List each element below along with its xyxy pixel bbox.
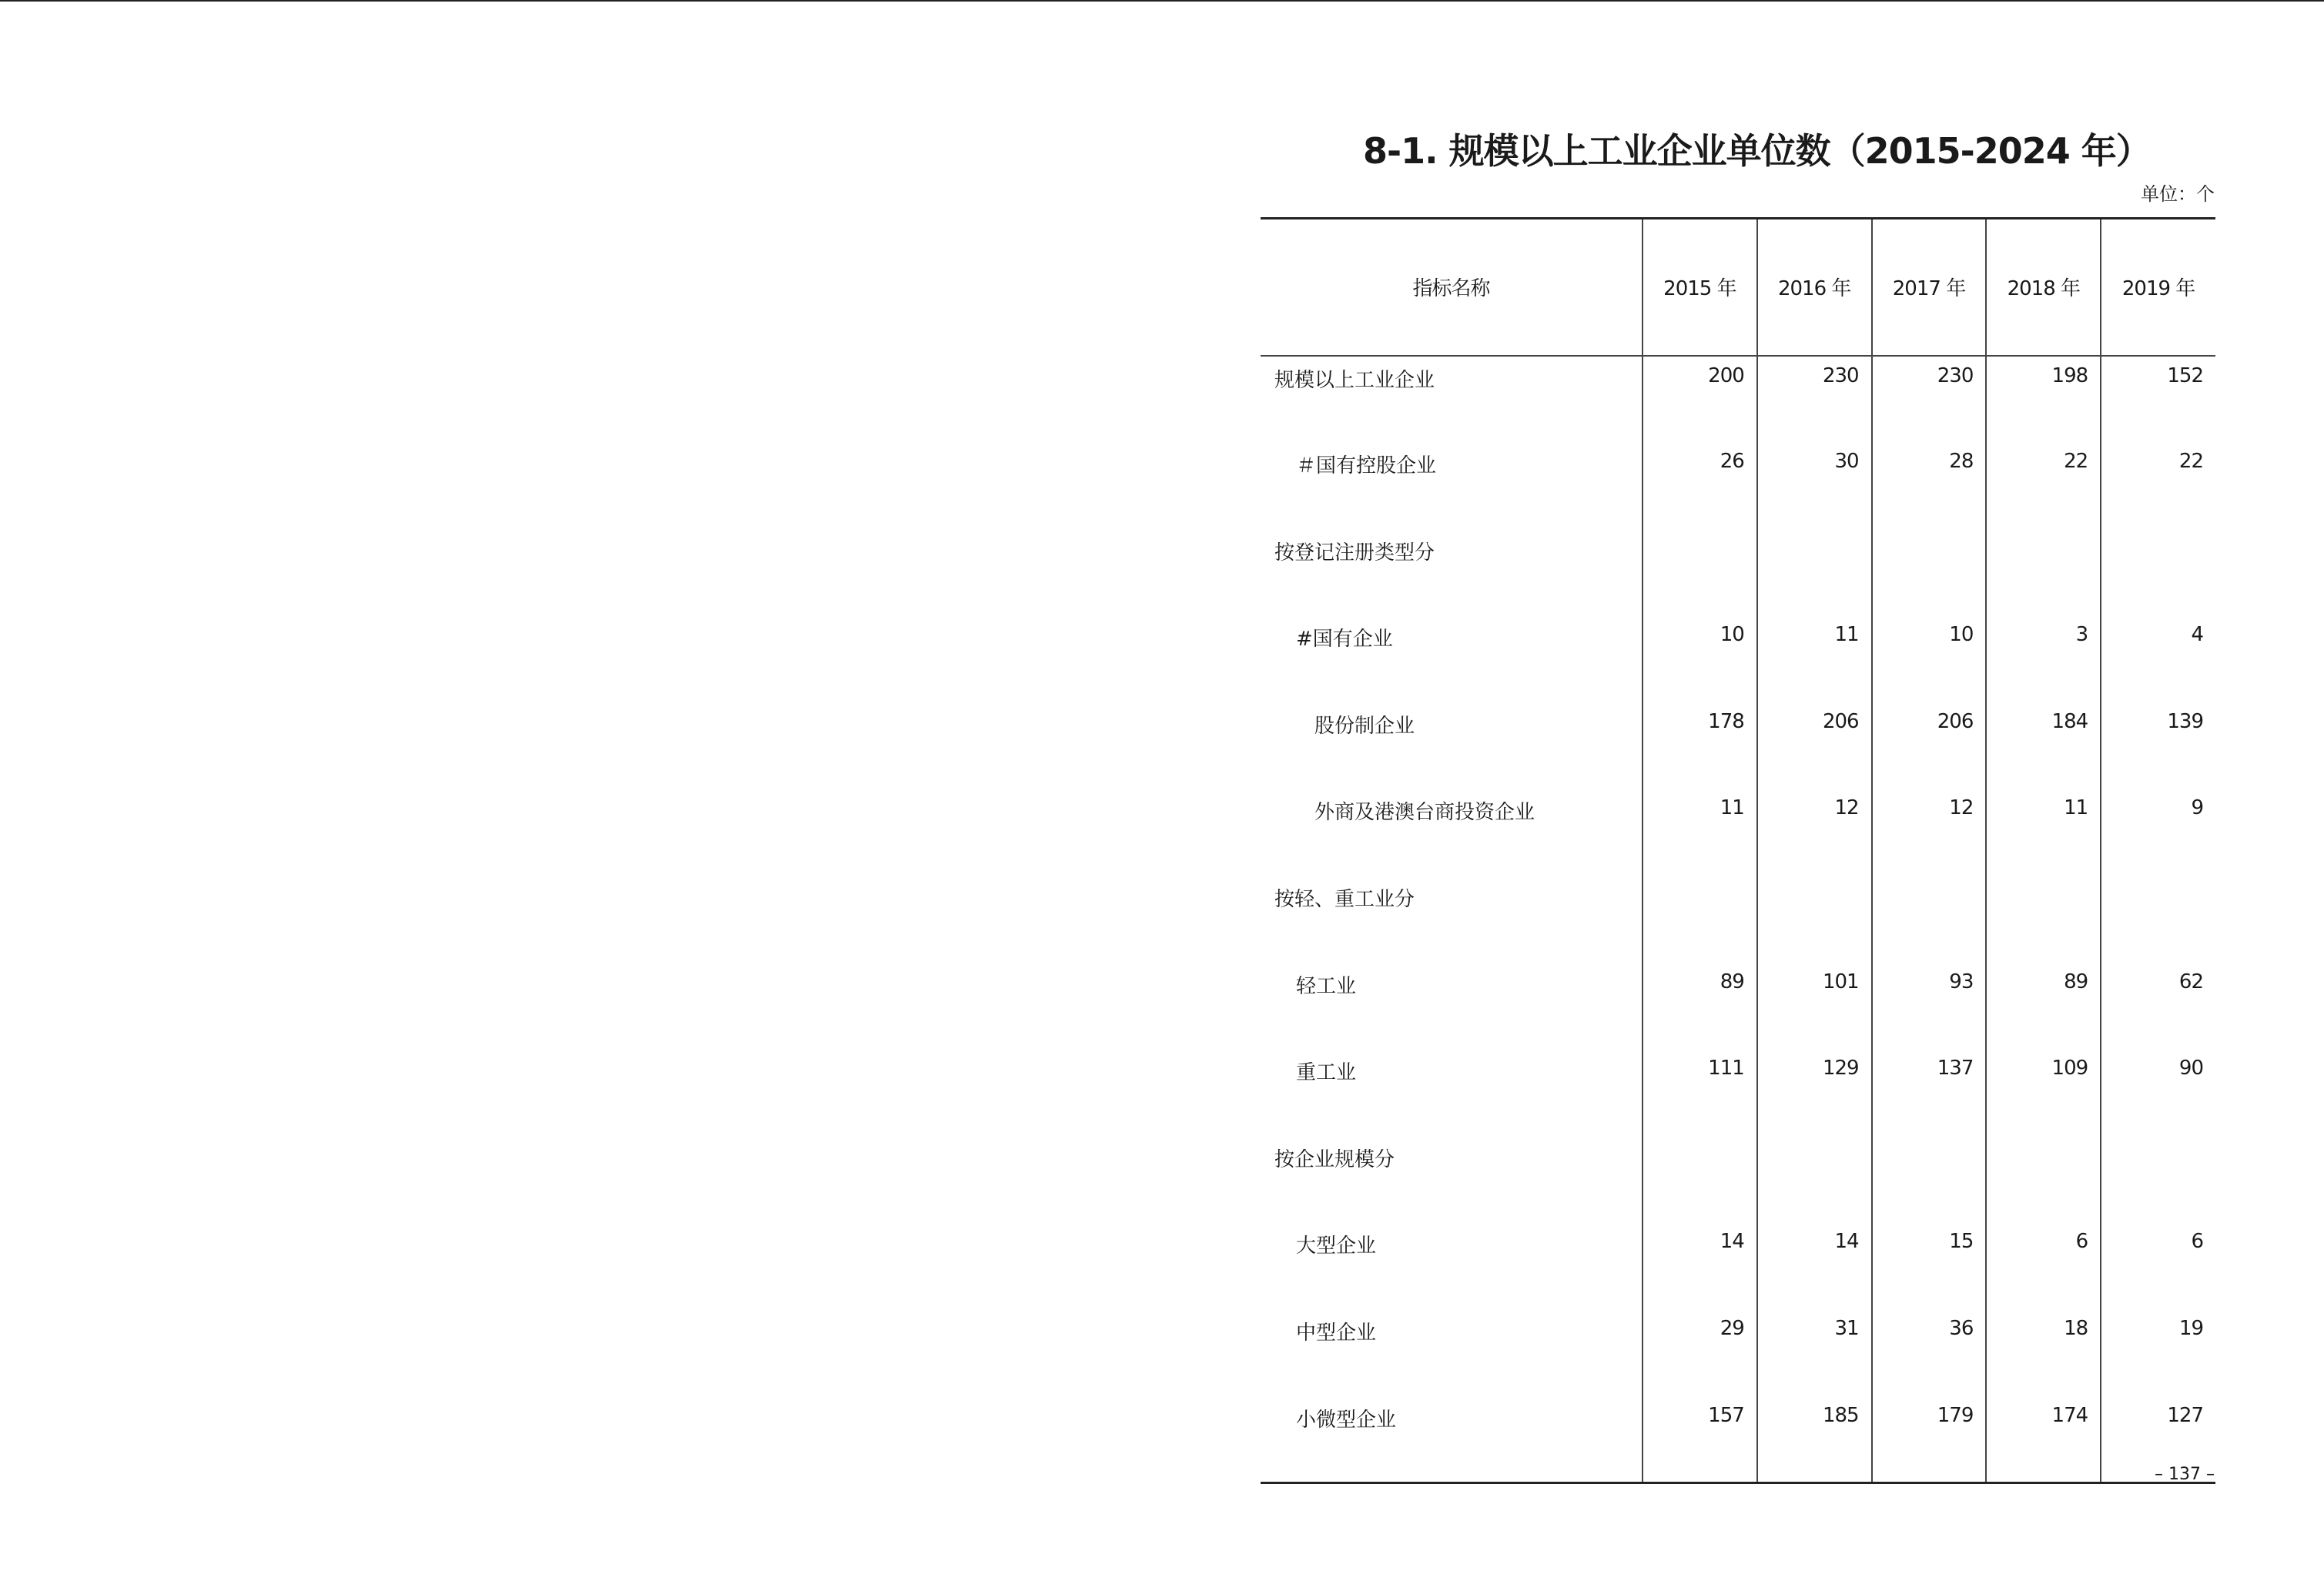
cell-value: 179	[1872, 1396, 1987, 1483]
cell-value: 22	[2101, 442, 2215, 529]
row-label: 外商及港澳台商投资企业	[1314, 801, 1535, 825]
cell-value: 6	[1986, 1222, 2101, 1309]
cell-value	[1757, 876, 1872, 963]
table-body	[1261, 356, 2215, 1483]
table-row	[1261, 702, 2215, 789]
cell-value: 152	[2101, 356, 2215, 443]
cell-value: 127	[2101, 1396, 2215, 1483]
cell-value	[1757, 1136, 1872, 1223]
cell-value	[1872, 529, 1987, 616]
cell-value: 230	[1757, 356, 1872, 443]
cell-value	[1986, 1136, 2101, 1223]
cell-value: 137	[1872, 1049, 1987, 1136]
row-label: 重工业	[1296, 1061, 1357, 1085]
cell-value: 4	[2101, 615, 2215, 702]
cell-value: 200	[1643, 356, 1757, 443]
cell-value	[2101, 1136, 2215, 1223]
row-label: 中型企业	[1296, 1322, 1377, 1345]
table-row	[1261, 876, 2215, 963]
cell-value: 89	[1986, 963, 2101, 1050]
table-row	[1261, 1136, 2215, 1223]
cell-value	[1872, 876, 1987, 963]
cell-value: 206	[1757, 702, 1872, 789]
cell-value: 11	[1757, 615, 1872, 702]
header-year: 2019 年	[2101, 219, 2215, 356]
cell-value: 109	[1986, 1049, 2101, 1136]
cell-value: 18	[1986, 1309, 2101, 1396]
cell-value: 230	[1872, 356, 1987, 443]
table-row	[1261, 1049, 2215, 1136]
cell-value: 198	[1986, 356, 2101, 443]
cell-value: 93	[1872, 963, 1987, 1050]
cell-value: 157	[1643, 1396, 1757, 1483]
row-label: ＃国有控股企业	[1296, 454, 1437, 478]
row-label: 股份制企业	[1314, 714, 1415, 738]
cell-value	[1643, 876, 1757, 963]
cell-value: 11	[1643, 789, 1757, 876]
table-header-row	[1261, 219, 2215, 356]
cell-value: 15	[1872, 1222, 1987, 1309]
cell-value: 10	[1643, 615, 1757, 702]
row-label: 大型企业	[1296, 1235, 1377, 1258]
cell-value: 62	[2101, 963, 2215, 1050]
row-label: 轻工业	[1296, 974, 1357, 998]
table-row	[1261, 1396, 2215, 1483]
cell-value: 101	[1757, 963, 1872, 1050]
enterprise-count-table	[1261, 217, 2215, 1484]
table-row	[1261, 963, 2215, 1050]
cell-value: 12	[1757, 789, 1872, 876]
cell-value: 11	[1986, 789, 2101, 876]
cell-value: 206	[1872, 702, 1987, 789]
table-row	[1261, 356, 2215, 443]
cell-value	[1986, 876, 2101, 963]
cell-value: 22	[1986, 442, 2101, 529]
cell-value: 36	[1872, 1309, 1987, 1396]
cell-value: 29	[1643, 1309, 1757, 1396]
row-label: #国有企业	[1296, 628, 1393, 652]
table-row	[1261, 1309, 2215, 1396]
cell-value: 9	[2101, 789, 2215, 876]
header-year: 2018 年	[1986, 219, 2101, 356]
cell-value: 26	[1643, 442, 1757, 529]
cell-value: 184	[1986, 702, 2101, 789]
row-label: 按登记注册类型分	[1274, 541, 1435, 565]
cell-value: 31	[1757, 1309, 1872, 1396]
cell-value: 139	[2101, 702, 2215, 789]
row-label: 按企业规模分	[1274, 1147, 1395, 1171]
cell-value: 185	[1757, 1396, 1872, 1483]
cell-value: 10	[1872, 615, 1987, 702]
header-indicator-name: 指标名称	[1261, 219, 1643, 356]
header-year: 2017 年	[1872, 219, 1987, 356]
cell-value	[1986, 529, 2101, 616]
cell-value	[1757, 529, 1872, 616]
cell-value: 90	[2101, 1049, 2215, 1136]
cell-value: 14	[1643, 1222, 1757, 1309]
table-title: 8-1. 规模以上工业企业单位数（2015-2024 年）	[1363, 130, 2151, 172]
cell-value: 129	[1757, 1049, 1872, 1136]
left-blank-page	[0, 2, 1162, 1588]
cell-value: 30	[1757, 442, 1872, 529]
cell-value	[2101, 529, 2215, 616]
row-label: 小微型企业	[1261, 1396, 1643, 1483]
cell-value: 6	[2101, 1222, 2215, 1309]
cell-value: 19	[2101, 1309, 2215, 1396]
page-number: – 137 –	[2155, 1465, 2215, 1484]
cell-value: 12	[1872, 789, 1987, 876]
cell-value: 3	[1986, 615, 2101, 702]
cell-value: 14	[1757, 1222, 1872, 1309]
cell-value: 174	[1986, 1396, 2101, 1483]
header-year: 2015 年	[1643, 219, 1757, 356]
cell-value: 178	[1643, 702, 1757, 789]
cell-value	[1872, 1136, 1987, 1223]
cell-value: 89	[1643, 963, 1757, 1050]
cell-value	[1643, 529, 1757, 616]
table-row	[1261, 442, 2215, 529]
header-year: 2016 年	[1757, 219, 1872, 356]
unit-label: 单位：个	[2141, 183, 2215, 205]
table-row	[1261, 615, 2215, 702]
table-row	[1261, 529, 2215, 616]
row-label: 按轻、重工业分	[1274, 888, 1415, 912]
cell-value	[2101, 876, 2215, 963]
cell-value: 111	[1643, 1049, 1757, 1136]
cell-value: 28	[1872, 442, 1987, 529]
cell-value	[1643, 1136, 1757, 1223]
table-row	[1261, 1222, 2215, 1309]
table-row	[1261, 789, 2215, 876]
row-label: 规模以上工业企业	[1274, 368, 1435, 392]
